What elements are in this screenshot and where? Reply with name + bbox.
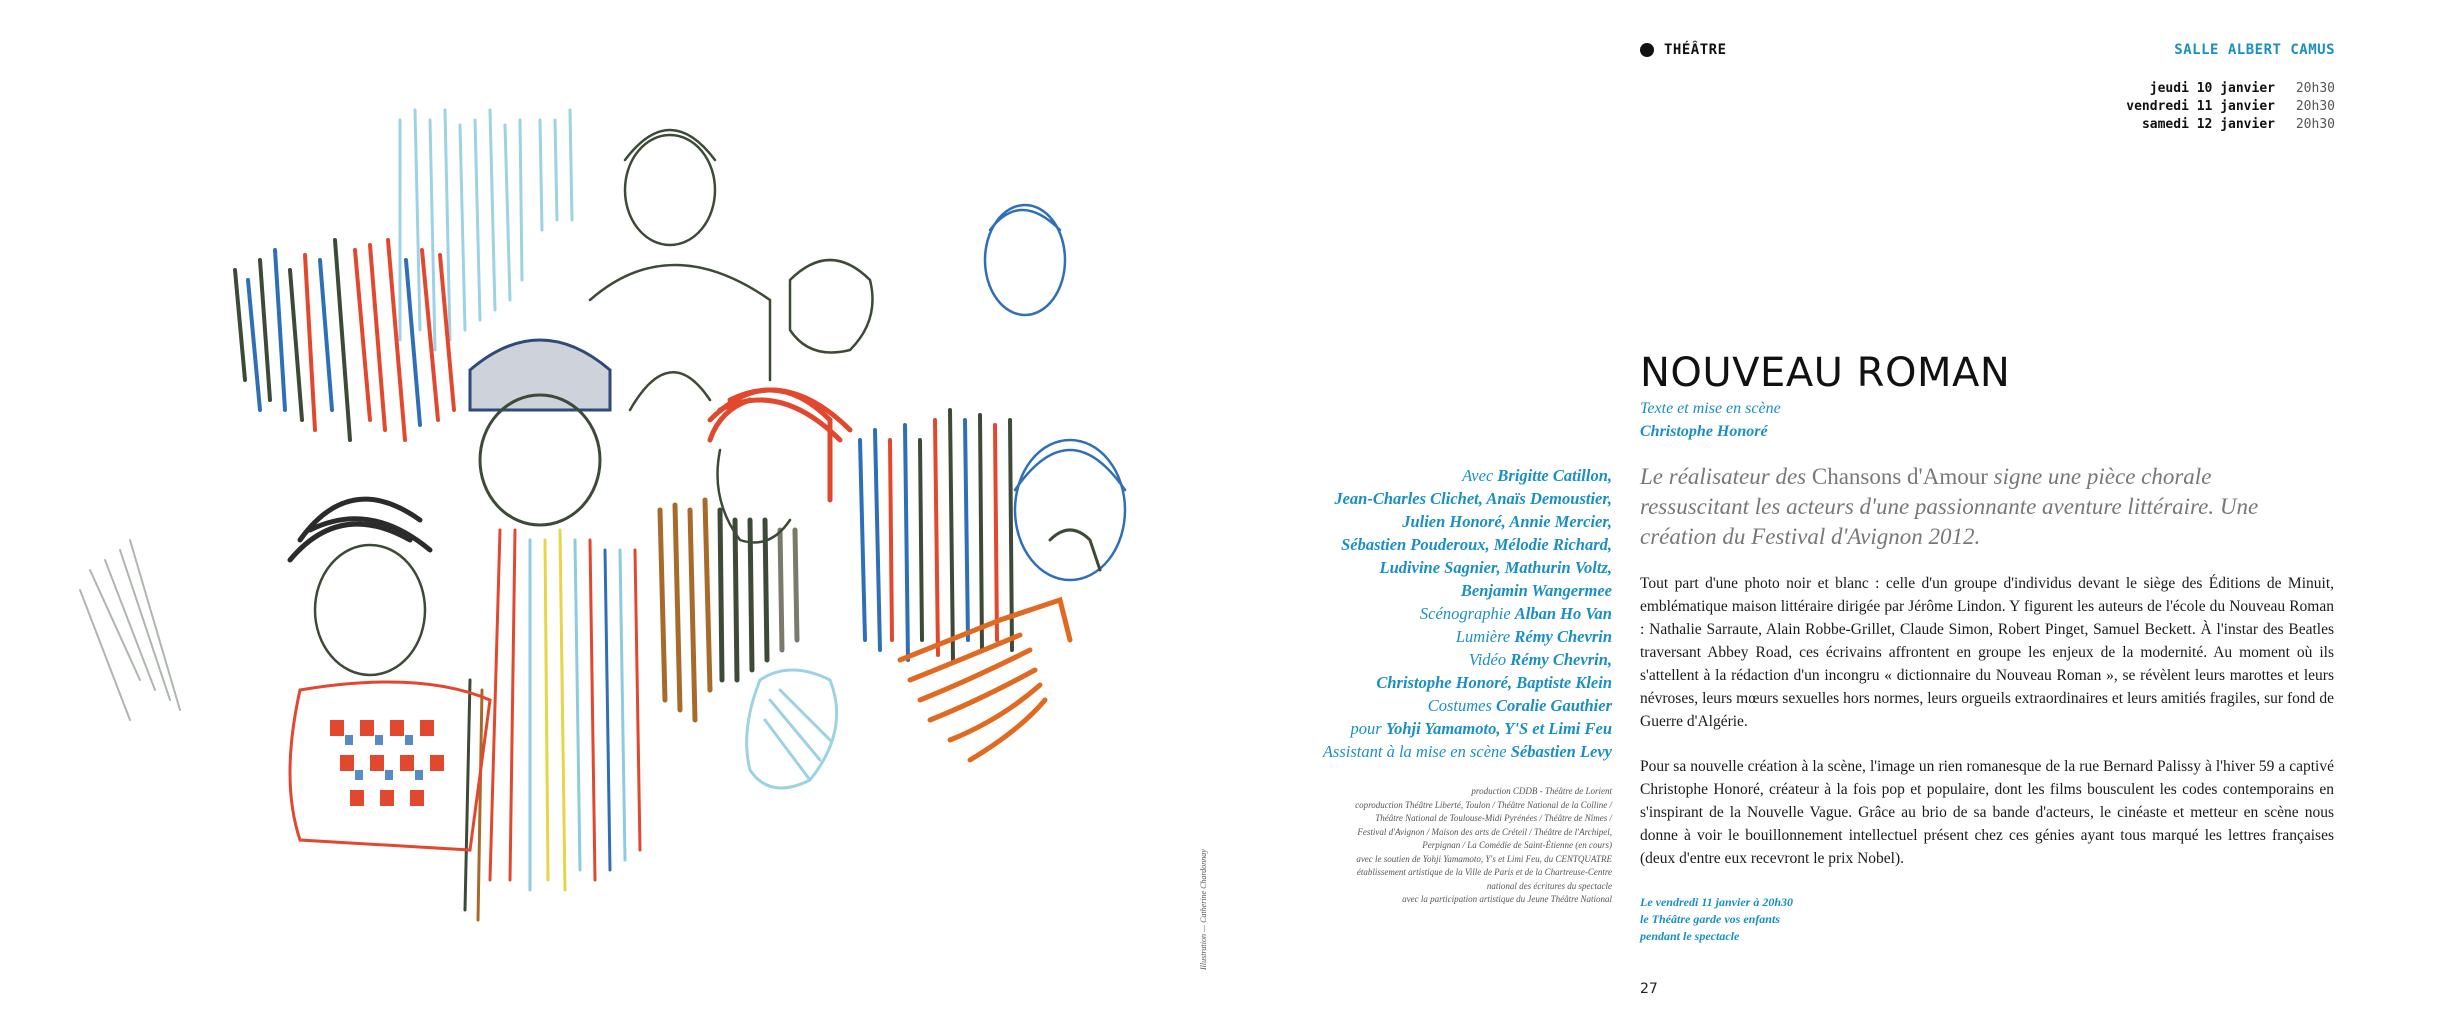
production-credits: [1282, 785, 1612, 907]
production-line: avec le soutien de Yohji Yamamoto, Y's et Limi Feu, du CENTQUATRE: [1356, 853, 1612, 864]
date-time: 20h30: [2295, 81, 2335, 96]
body-paragraph: Pour sa nouvelle création à la scène, l'image un rien romanesque de la rue Bernard Palissy à l'hiver 59 a captivé Christophe Honoré, créateur à la fois pop et populaire, dont les films bousculent les codes contemporains en s'inspirant de la Nouvelle Vague. Grâce au brio de sa bande d'acteurs, le cinéaste et metteur en scène nous donne à voir le bouillonnement intellectuel présent chez ces génies ayant tous marqué les lettres françaises (deux d'entre eux recevront le prix Nobel).: [1640, 758, 2334, 867]
cast-credits: [1232, 464, 1612, 763]
cast-line: Sébastien Pouderoux, Mélodie Richard,: [1341, 535, 1612, 554]
film-title: Chansons d'Amour: [1811, 464, 1988, 489]
cast-line: Lumière Rémy Chevrin: [1455, 627, 1612, 646]
date-time: 20h30: [2295, 117, 2335, 132]
cast-line: Scénographie Alban Ho Van: [1419, 604, 1612, 623]
show-subtitle: [1640, 397, 1781, 443]
page-number: 27: [1640, 981, 1658, 997]
cast-line: Christophe Honoré, Baptiste Klein: [1376, 673, 1612, 692]
subtitle-name: Christophe Honoré: [1640, 423, 1768, 440]
childcare-note: [1640, 894, 1793, 945]
date-row: [2126, 98, 2335, 116]
cast-line: Assistant à la mise en scène Sébastien Levy: [1322, 742, 1612, 761]
category-text: THÉÂTRE: [1664, 42, 1727, 58]
date-time: 20h30: [2295, 99, 2335, 114]
bullet-dot-icon: [1640, 43, 1654, 57]
show-title: NOUVEAU ROMAN: [1640, 350, 2011, 396]
lead-paragraph: Le réalisateur des Chansons d'Amour signe une pièce chorale ressuscitant les acteurs d'une passionnante aventure littéraire. Une création du Festival d'Avignon 2012.: [1640, 464, 2259, 549]
production-line: Perpignan / La Comédie de Saint-Étienne (en cours): [1422, 840, 1612, 850]
production-line: avec la participation artistique du Jeune Théâtre National: [1402, 894, 1612, 904]
cast-line: Julien Honoré, Annie Mercier,: [1402, 512, 1612, 531]
cast-line: Avec Brigitte Catillon,: [1462, 466, 1612, 485]
production-line: Théâtre National de Toulouse-Midi Pyrénées / Théâtre de Nîmes /: [1375, 813, 1612, 823]
subtitle-role: Texte et mise en scène: [1640, 400, 1781, 417]
production-line: national des écritures du spectacle: [1486, 880, 1612, 891]
body-paragraph: Tout part d'une photo noir et blanc : celle d'un groupe d'individus devant le siège des Éditions de Minuit, emblématique maison littéraire dirigée par Jérôme Lindon. Y figurent les auteurs de l'école du Nouveau Roman : Nathalie Sarraute, Alain Robbe-Grillet, Claude Simon, Robert Pinget, Samuel Beckett. À l'instar des Beatles traversant Abbey Road, ces écrivains affrontent en groupe les enjeux de la modernité. Au moment où ils s'attellent à la rédaction d'un incongru « dictionnaire du Nouveau Roman », se révèlent leurs marottes et leurs névroses, leurs mœurs sexuelles hors normes, leurs orgueils extraordinaires et leurs amitiés fragiles, sur fond de Guerre d'Algérie.: [1640, 575, 2334, 730]
date-day: samedi 12 janvier: [2141, 117, 2275, 132]
note-line: Le vendredi 11 janvier à 20h30: [1640, 895, 1793, 909]
category-label: [1640, 42, 1727, 58]
cast-line: Jean-Charles Clichet, Anaïs Demoustier,: [1334, 489, 1612, 508]
body-text: [1640, 572, 2334, 892]
production-line: production CDDB - Théâtre de Lorient: [1471, 786, 1612, 796]
illustration-credit-text: Illustration — Catherine Chardonnay: [1199, 849, 1208, 970]
date-day: jeudi 10 janvier: [2149, 81, 2275, 96]
performance-dates: [2126, 80, 2335, 134]
cast-line: Vidéo Rémy Chevrin,: [1468, 650, 1612, 669]
cast-line: pour Yohji Yamamoto, Y'S et Limi Feu: [1350, 719, 1612, 738]
note-line: pendant le spectacle: [1640, 929, 1740, 943]
illustration-drawing: [70, 80, 1140, 960]
production-line: Festival d'Avignon / Maison des arts de Créteil / Théâtre de l'Archipel,: [1357, 826, 1612, 837]
venue-label: SALLE ALBERT CAMUS: [2174, 42, 2335, 58]
date-row: [2126, 80, 2335, 98]
cast-line: Ludivine Sagnier, Mathurin Voltz,: [1379, 558, 1612, 577]
date-row: [2126, 116, 2335, 134]
production-line: coproduction Théâtre Liberté, Toulon / Théâtre National de la Colline /: [1355, 799, 1612, 810]
illustration-credit: [1199, 820, 1219, 970]
date-day: vendredi 11 janvier: [2126, 99, 2275, 114]
pencil-illustration: [70, 80, 1140, 960]
cast-line: Costumes Coralie Gauthier: [1427, 696, 1612, 715]
production-line: établissement artistique de la Ville de Paris et de la Chartreuse-Centre: [1356, 867, 1612, 877]
cast-line: Benjamin Wangermee: [1460, 581, 1612, 600]
note-line: le Théâtre garde vos enfants: [1640, 912, 1780, 926]
